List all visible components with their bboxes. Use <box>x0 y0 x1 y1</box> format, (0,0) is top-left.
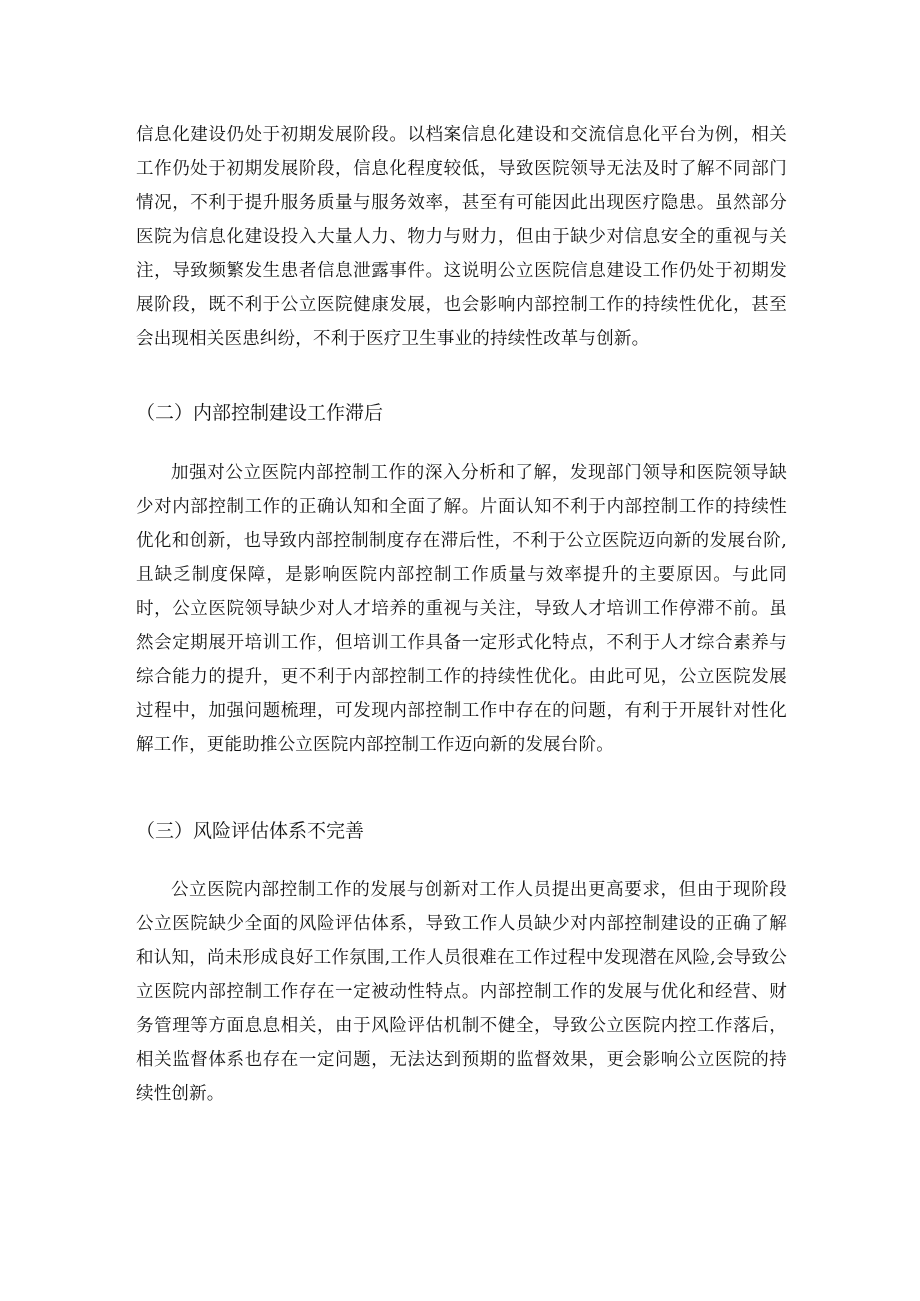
body-paragraph-2: 加强对公立医院内部控制工作的深入分析和了解，发现部门领导和医院领导缺少对内部控制工作的正确认知和全面了解。片面认知不利于内部控制工作的持续性优化和创新，也导致内部控制制度存在滞后性，不利于公立医院迈向新的发展台阶,且缺乏制度保障，是影响医院内部控制工作质量与效率提升的主要原因。与此同时，公立医院领导缺少对人才培养的重视与关注，导致人才培训工作停滞不前。虽然会定期展开培训工作，但培训工作具备一定形式化特点，不利于人才综合素养与综合能力的提升，更不利于内部控制工作的持续性优化。由此可见，公立医院发展过程中，加强问题梳理，可发现内部控制工作中存在的问题，有利于开展针对性化解工作，更能助推公立医院内部控制工作迈向新的发展台阶。 <box>136 463 787 755</box>
body-paragraph-3: 公立医院内部控制工作的发展与创新对工作人员提出更高要求，但由于现阶段公立医院缺少全面的风险评估体系，导致工作人员缺少对内部控制建设的正确了解和认知，尚未形成良好工作氛围,工作人员很难在工作过程中发现潜在风险,会导致公立医院内部控制工作存在一定被动性特点。内部控制工作的发展与优化和经营、财务管理等方面息息相关，由于风险评估机制不健全，导致公立医院内控工作落后，相关监督体系也存在一定问题，无法达到预期的监督效果，更会影响公立医院的持续性创新。 <box>136 880 787 1104</box>
section-heading-3: （三）风险评估体系不完善 <box>136 820 365 842</box>
body-paragraph-1: 信息化建设仍处于初期发展阶段。以档案信息化建设和交流信息化平台为例，相关工作仍处于初期发展阶段，信息化程度较低，导致医院领导无法及时了解不同部门情况，不利于提升服务质量与服务效率，甚至有可能因此出现医疗隐患。虽然部分医院为信息化建设投入大量人力、物力与财力，但由于缺少对信息安全的重视与关注，导致频繁发生患者信息泄露事件。这说明公立医院信息建设工作仍处于初期发展阶段，既不利于公立医院健康发展，也会影响内部控制工作的持续性优化，甚至会出现相关医患纠纷，不利于医疗卫生事业的持续性改革与创新。 <box>136 125 787 349</box>
section-heading-2: （二）内部控制建设工作滞后 <box>136 402 384 424</box>
